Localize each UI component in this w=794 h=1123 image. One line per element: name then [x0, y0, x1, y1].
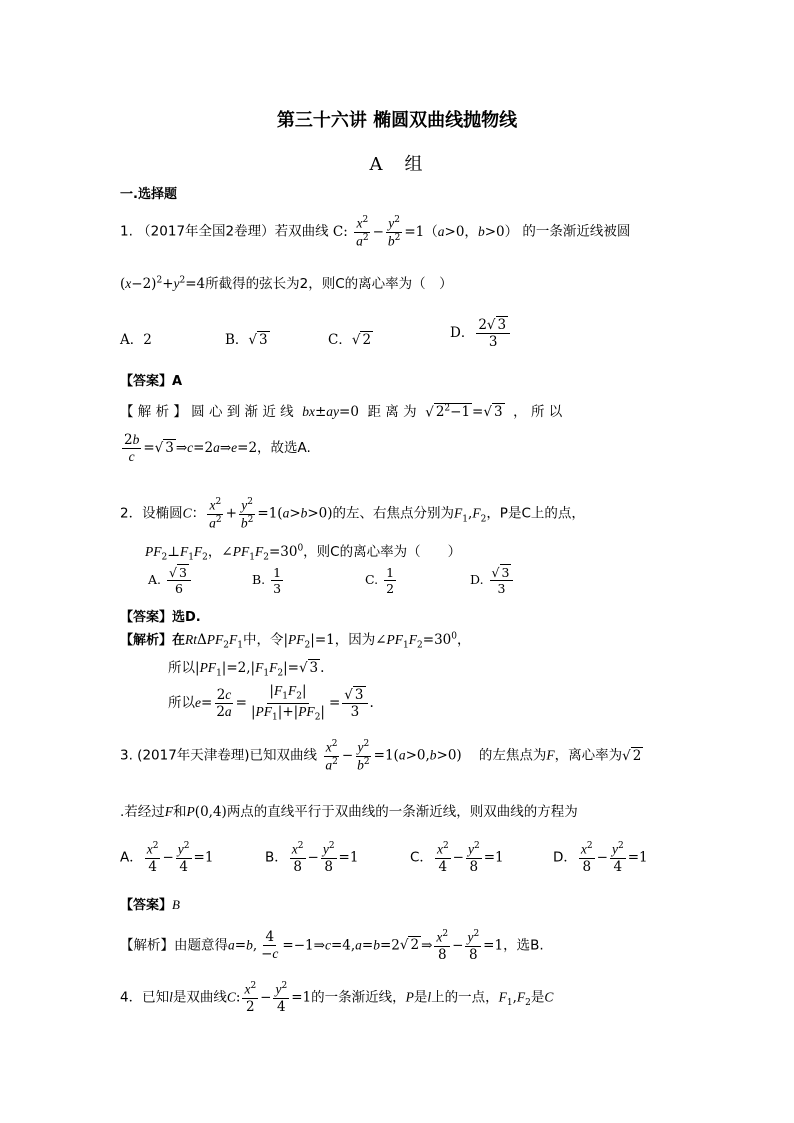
q3-option-b: B． $\frac{x^2}{8}$ − $\frac{y^2}{8}$ =1 — [265, 841, 359, 875]
section-heading: 一.选择题 — [120, 187, 177, 202]
q2-answer: 【答案】选D. — [120, 610, 201, 625]
group-heading: A 组 — [369, 154, 425, 175]
q4-line1: 4．已知l是双曲线C: $\frac{x^2}{2}$ − $\frac{y^2}{4}$ =1的一条渐近线，P是l上的一点，$F_1,F_2$是C — [120, 981, 554, 1015]
q3-option-d: D． $\frac{x^2}{8}$ − $\frac{y^2}{4}$ =1 — [553, 841, 648, 875]
q3-line1: 3. (2017年天津卷理)已知双曲线 $\frac{x^2}{a^2}$ − $\frac{y^2}{b^2}$ =1(a>0,b>0) 的左焦点为F，离心率为√ 2 — [120, 739, 642, 773]
q3-answer: 【答案】B — [120, 897, 180, 913]
page-title: 第三十六讲 椭圆双曲线抛物线 — [276, 110, 518, 131]
q1-hyperbola-eq: C: $\frac{x^2}{a^2}$ − $\frac{y^2}{b^2}$ =1（a>0，b>0） — [332, 215, 519, 249]
q1-option-a: A．2 — [120, 332, 152, 348]
q3-option-c: C． $\frac{x^2}{4}$ − $\frac{y^2}{8}$ =1 — [410, 841, 504, 875]
q1-option-c: C．√ 2 — [328, 332, 372, 348]
q3-option-a: A． $\frac{x^2}{4}$ − $\frac{y^2}{4}$ =1 — [120, 841, 214, 875]
q2-option-d: D. $\frac{√ 3}{3}$ — [470, 566, 515, 595]
q2-option-b: B. $\frac{1}{3}$ — [252, 565, 282, 597]
q1-line2 — [120, 272, 453, 292]
q2-line2: $PF_2\perp F_1F_2$，$\angle PF_1F_2=30^0$，则C的离心率为（ ） — [145, 543, 462, 563]
q2-line1: 2．设椭圆C： $\frac{x^2}{a^2}$ + $\frac{y^2}{b^2}$ =1(a>b>0)的左、右焦点分别为$F_1,F_2$，P是C上的点， — [120, 497, 585, 531]
q1-analysis-line1: 【 解 析 】 圆 心 到 渐 近 线 bx±ay=0 距 离 为 √ $2^2-1$ =√ 3 ， 所 以 — [120, 403, 563, 420]
q2-analysis-line1: 【解析】在$Rt\Delta PF_2F_1$中，令$|PF_2|=1$，因为$\angle PF_1F_2=30^0$， — [120, 631, 471, 651]
q2-analysis-line2: 所以$|PF_1|=2,|F_1F_2|=√$ 3 . — [168, 660, 325, 679]
q3-analysis: 【解析】由题意得a=b, $\frac{4}{-c}$ =−1⇒c=4,a=b=2√ 2 ⇒ $\frac{x^2}{8}$ − $\frac{y^2}{8}$ =1，选B. — [120, 929, 544, 963]
q1-line2-text: 所截得的弦长为2，则C的离心率为（ ） — [205, 276, 453, 292]
q1-circle-eq: $(x-2)^2+y^2=4$ — [120, 275, 206, 292]
q1-suffix: 的一条渐近线被圆 — [522, 223, 631, 240]
q1-analysis-line2: $\frac{2b}{c}$ =√ 3 ⇒c=2a⇒e=2，故选A. — [124, 432, 311, 465]
q2-option-a: A. $\frac{√ 3}{6}$ — [148, 566, 193, 595]
q3-line2: .若经过F和P(0,4)两点的直线平行于双曲线的一条渐近线，则双曲线的方程为 — [120, 804, 578, 820]
q1-prefix: 1. （2017年全国2卷理）若双曲线 — [120, 223, 329, 240]
q2-analysis-line3: 所以e= $\frac{2c}{2a}$ = $\frac{|F_1F_2|}{|PF_1|+|PF_2|}$ = $\frac{√ 3}{3}$ . — [168, 683, 374, 723]
q1-answer: 【答案】A — [120, 374, 183, 389]
q1-line1 — [120, 216, 630, 248]
q2-option-c: C. $\frac{1}{2}$ — [365, 565, 395, 597]
q1-option-b: B．√ 3 — [225, 332, 268, 348]
q1-option-d: D． $\frac{2√ 3}{3}$ — [450, 318, 512, 349]
